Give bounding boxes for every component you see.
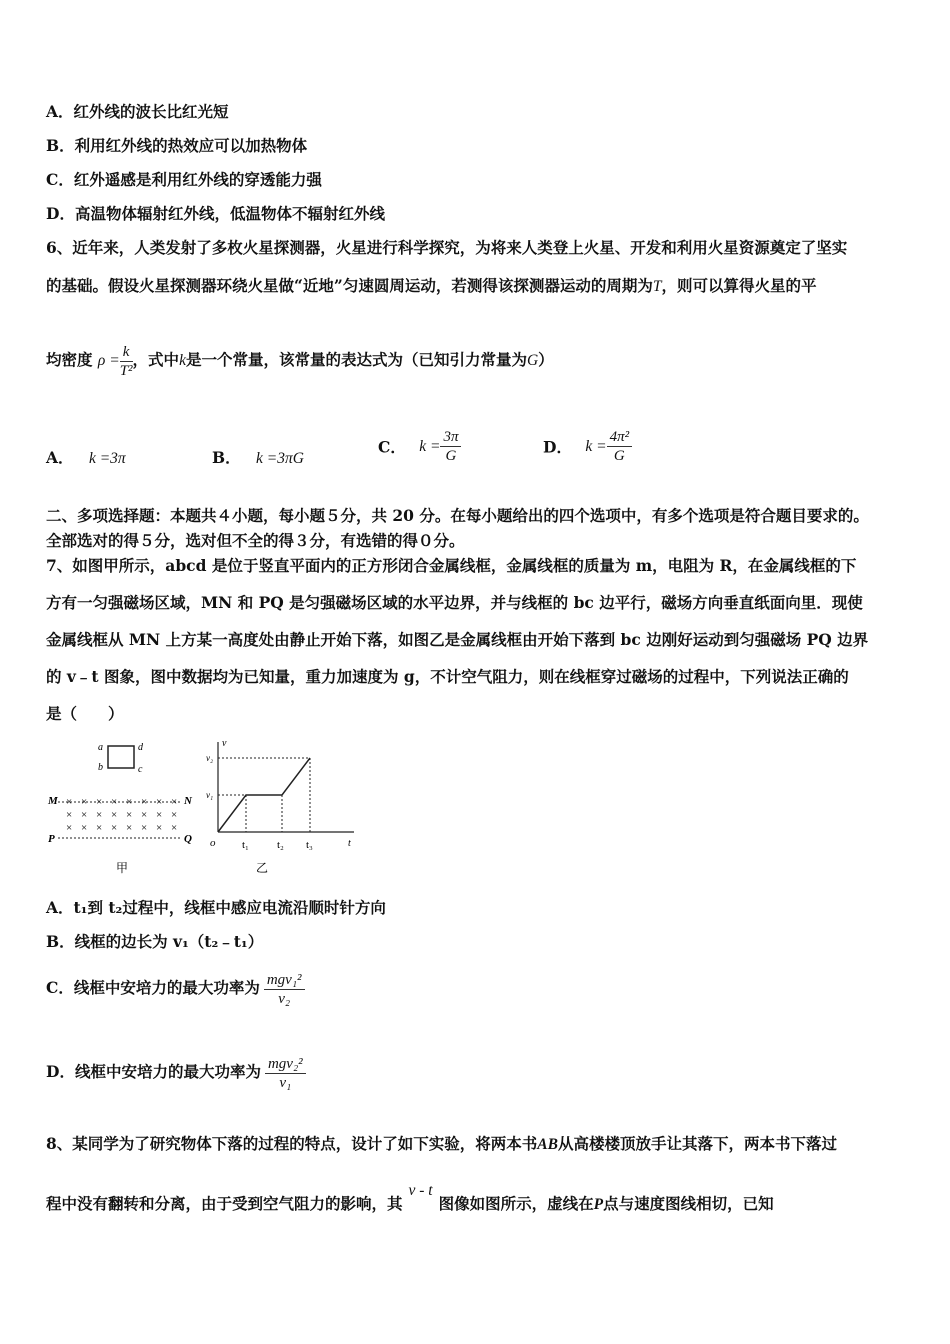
field-cross: × (96, 822, 103, 834)
field-cross: × (81, 796, 88, 808)
q8-p: P (593, 1196, 604, 1213)
q7-line2: 方有一匀强磁场区域，MN 和 PQ 是匀强磁场区域的水平边界，并与线框的 bc 边平行，磁场方向垂直纸面向里．现使 (46, 593, 863, 612)
field-cross: × (156, 809, 163, 821)
q6-line3d: ） (538, 350, 554, 369)
q7-line1: 7、如图甲所示，abcd 是位于竖直平面内的正方形闭合金属线框，金属线框的质量为 m，电阻为 R，在金属线框的下 (46, 556, 857, 575)
q6-line3b: ，式中 (132, 350, 180, 369)
q6-line2 (46, 276, 816, 297)
q6-rho-fraction: $\frac{k}{\text{T²}}$ (119, 343, 133, 379)
q5-option-a: A．红外线的波长比红光短 (46, 102, 229, 121)
label-d: d (138, 742, 143, 753)
q7-line4: 的 v﹣t 图象，图中数据均为已知量，重力加速度为 g，不计空气阻力，则在线框穿过磁场的过程中，下列说法正确的 (46, 667, 849, 686)
q7-line3: 金属线框从 MN 上方某一高度处由静止开始下落，如图乙是金属线框由开始下落到 bc 边刚好运动到匀强磁场 PQ 边界 (46, 630, 869, 649)
q5-option-d: D．高温物体辐射红外线，低温物体不辐射红外线 (46, 204, 385, 223)
label-o: o (210, 837, 216, 849)
q8-line2: 程中没有翻转和分离，由于受到空气阻力的影响，其v - t图像如图所示，虚线在P点与速度图线相切，已知 (46, 1182, 774, 1213)
label-c: c (138, 764, 143, 775)
q6-line2b: ，则可以算得火星的平 (661, 276, 817, 295)
magnetic-field-crosses (66, 796, 177, 834)
q8-ab: AB (537, 1136, 558, 1153)
label-t: t (348, 838, 351, 849)
field-cross: × (171, 796, 178, 808)
field-cross: × (66, 809, 73, 821)
field-cross: × (96, 796, 103, 808)
q6-option-d: D． k = $\frac{\text{4π²}}{G}$ (543, 428, 632, 465)
field-cross: × (111, 822, 118, 834)
field-cross: × (66, 796, 73, 808)
q6-option-a: A． k =3π (46, 448, 126, 467)
q5-option-c: C．红外遥感是利用红外线的穿透能力强 (46, 170, 322, 189)
field-cross: × (141, 822, 148, 834)
label-M: M (48, 795, 58, 807)
q7-option-d: D．线框中安培力的最大功率为 $\frac{\text{mgv₂²}}{\text{v₁}}$ (46, 1052, 306, 1092)
label-a: a (98, 742, 103, 753)
q6-k-symbol: k (179, 352, 186, 369)
wire-frame (108, 746, 134, 768)
label-v1: v₁ (206, 790, 214, 800)
q7-option-c: C．线框中安培力的最大功率为 $\frac{\text{mgv₁²}}{\text{v₂}}$ (46, 968, 305, 1008)
field-cross: × (171, 822, 178, 834)
field-cross: × (141, 796, 148, 808)
q7-option-b: B．线框的边长为 v₁（t₂﹣t₁） (46, 932, 264, 951)
label-b: b (98, 762, 103, 773)
label-P: P (48, 833, 55, 845)
q5-option-b: B．利用红外线的热效应可以加热物体 (46, 136, 308, 155)
label-t2: t₂ (277, 839, 284, 851)
label-t1: t₁ (242, 839, 249, 851)
q6-rho: ρ = (97, 352, 120, 369)
label-v: v (222, 738, 227, 749)
field-cross: × (171, 809, 178, 821)
field-cross: × (156, 796, 163, 808)
field-cross: × (66, 822, 73, 834)
section2-line1: 二、多项选择题：本题共４小题，每小题５分，共 20 分。在每小题给出的四个选项中，有多个选项是符合题目要求的。 (46, 506, 869, 525)
label-N: N (184, 795, 192, 807)
field-cross: × (81, 822, 88, 834)
section2-line2: 全部选对的得５分，选对但不全的得３分，有选错的得０分。 (46, 531, 465, 550)
label-yi: 乙 (256, 861, 269, 875)
q6-line3 (46, 342, 554, 380)
q7-figure-jia (44, 736, 204, 878)
field-cross: × (81, 809, 88, 821)
field-cross: × (141, 809, 148, 821)
label-v2: v₂ (206, 753, 214, 763)
label-jia: 甲 (116, 861, 129, 875)
q7-figure-yi (204, 736, 364, 878)
q6-option-c: C． k = $\frac{3\pi}{G}$ (378, 428, 461, 465)
label-Q: Q (184, 833, 192, 845)
label-t3: t₃ (306, 839, 313, 851)
field-cross: × (156, 822, 163, 834)
q7-line5: 是（ ） (46, 704, 124, 723)
field-cross: × (126, 809, 133, 821)
field-cross: × (126, 822, 133, 834)
q7-option-a: A．t₁到 t₂过程中，线框中感应电流沿顺时针方向 (46, 898, 386, 917)
q6-line2a: 的基础。假设火星探测器环绕火星做“近地”匀速圆周运动，若测得该探测器运动的周期为 (46, 276, 653, 295)
field-cross: × (111, 796, 118, 808)
q8-vt: v - t (408, 1182, 433, 1199)
field-cross: × (111, 809, 118, 821)
q6-g-symbol: G (526, 352, 539, 369)
field-cross: × (126, 796, 133, 808)
field-cross: × (96, 809, 103, 821)
q6-line3a: 均密度 (46, 350, 93, 369)
q6-period-symbol: T (652, 278, 662, 295)
q6-line1: 6、近年来，人类发射了多枚火星探测器，火星进行科学探究，为将来人类登上火星、开发和利用火星资源奠定了坚实 (46, 238, 848, 257)
q6-line3c: 是一个常量，该常量的表达式为（已知引力常量为 (185, 350, 527, 369)
q8-line1: 8、某同学为了研究物体下落的过程的特点，设计了如下实验，将两本书AB从高楼楼顶放手让其落下，两本书下落过 (46, 1134, 837, 1153)
q6-option-b: B． k =3πG (212, 448, 304, 467)
